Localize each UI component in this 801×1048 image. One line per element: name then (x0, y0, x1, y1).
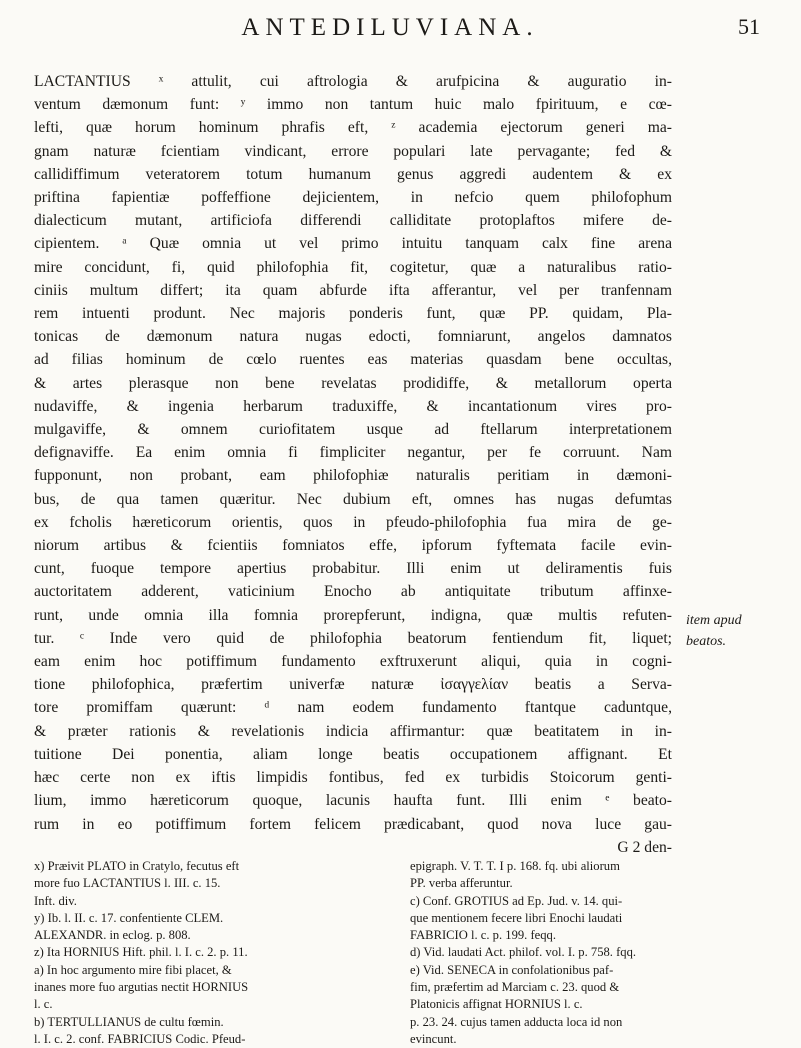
marginal-note-line: beatos. (686, 634, 727, 649)
footnote-line: b) TERTULLIANUS de cultu fœmin. (34, 1014, 224, 1029)
body-text-line: dialecticum mutant, artificiofa differendi calliditate protoplaftos mifere de- (34, 212, 672, 230)
body-text-line: & artes plerasque non bene revelatas prodidiffe, & metallorum operta (34, 374, 672, 392)
page-number: 51 (738, 14, 760, 39)
body-text-line: eam enim hoc potiffimum fundamento exftruxerunt aliqui, quia in cogni- (34, 653, 672, 671)
footnote-line: more fuo LACTANTIUS l. III. c. 15. (34, 876, 221, 891)
body-text-line: & præter rationis & revelationis indicia affirmantur: quæ beatitatem in in- (34, 722, 672, 740)
body-text-line: tuitione Dei ponentia, aliam longe beatis occupationem affignant. Et (34, 745, 672, 763)
body-text-line: rem intuenti produnt. Nec majoris ponderis funt, quæ PP. quidam, Pla- (34, 305, 672, 323)
footnote-line: z) Ita HORNIUS Hift. phil. l. I. c. 2. p. 11. (34, 945, 248, 960)
footnotes-left-column (34, 858, 388, 1048)
body-text-line: niorum artibus & fcientiis fomniatos effe, ipforum fyftemata facile evin- (34, 537, 672, 555)
body-text-line: G 2 den- (617, 838, 672, 856)
body-text-line: ciniis multum differt; ita quam abfurde ifta afferantur, vel per tranfennam (34, 281, 672, 299)
footnotes-right-column (410, 858, 764, 1048)
body-text-line: cunt, fuoque tempore apertius probabitur. Illi enim ut deliramentis fuis (34, 560, 672, 578)
running-head: ANTEDILUVIANA. (241, 14, 539, 41)
body-text-line: fupponunt, non probant, eam philofophiæ naturalis peritiam in dæmoni- (34, 467, 672, 485)
footnote-line: Platonicis affignat HORNIUS l. c. (410, 997, 583, 1012)
body-text-line: priftina fapientiæ poffeffione dejicientem, in nefcio quem philofophum (34, 189, 672, 207)
main-text (34, 70, 672, 859)
body-text-line: mulgaviffe, & omnem curiofitatem usque ad ftellarum interpretationem (34, 421, 672, 439)
body-text-line: ad filias hominum de cœlo ruentes eas materias quasdam bene occultas, (34, 351, 672, 369)
marginal-note-line: item apud (686, 613, 742, 628)
body-text-line: lium, immo hæreticorum quoque, lacunis haufta funt. Illi enim ᵉ beato- (34, 792, 672, 810)
body-text-line: lefti, quæ horum hominum phrafis eft, ᶻ academia ejectorum generi ma- (34, 119, 672, 137)
body-text-line: mire concidunt, fi, quid philofophia fit, cogitetur, quæ a naturalibus ratio- (34, 258, 672, 276)
body-text-line: LACTANTIUS ˣ attulit, cui aftrologia & arufpicina & auguratio in- (34, 73, 672, 90)
body-text-line: defignaviffe. Ea enim omnia fi fimpliciter negantur, per fe corruunt. Nam (34, 444, 672, 462)
body-text-line: cipientem. ᵃ Quæ omnia ut vel primo intuitu tanquam calx fine arena (34, 235, 672, 253)
footnote-line: PP. verba afferuntur. (410, 876, 513, 891)
body-text-line: ventum dæmonum funt: ʸ immo non tantum huic malo fpirituum, e cœ- (34, 96, 672, 114)
footnotes (34, 858, 764, 1048)
body-text-line: auctoritatem adderent, vaticinium Enocho ab antiquitate tributum affinxe- (34, 583, 672, 601)
footnote-line: l. c. (34, 997, 53, 1012)
footnote-line: epigraph. V. T. T. I p. 168. fq. ubi aliorum (410, 859, 620, 873)
footnote-line: Inft. div. (34, 893, 77, 908)
footnote-line: y) Ib. l. II. c. 17. confentiente CLEM. (34, 910, 224, 925)
body-text-line: nudaviffe, & ingenia herbarum traduxiffe, & incantationum vires pro- (34, 397, 672, 415)
body-text-line: tonicas de dæmonum natura nugas edocti, fomniarunt, angelos damnatos (34, 328, 672, 346)
footnote-line: e) Vid. SENECA in confolationibus paf- (410, 962, 614, 977)
footnote-line: ALEXANDR. in eclog. p. 808. (34, 928, 191, 943)
body-text-line: bus, de qua tamen quæritur. Nec dubium eft, omnes has nugas defumtas (34, 490, 672, 508)
footnote-line: d) Vid. laudati Act. philof. vol. I. p. 758. fqq. (410, 945, 637, 960)
body-text-line: hæc certe non ex iftis limpidis fontibus, fed ex turbidis Stoicorum genti- (34, 769, 672, 787)
body-text-line: ex fcholis hæreticorum orientis, quos in pfeudo-philofophia fua mira de ge- (34, 513, 672, 531)
body-text-line: runt, unde omnia illa fomnia prorepferunt, indigna, quæ multis refuten- (34, 606, 672, 624)
footnote-line: inanes more fuo argutias nectit HORNIUS (34, 980, 249, 995)
marginal-note (686, 610, 746, 652)
footnote-line: l. I. c. 2. conf. FABRICIUS Codic. Pfeud- (34, 1031, 246, 1046)
body-text-line: tione philofophica, præfertim univerfæ naturæ ἰσαγγελίαν beatis a Serva- (34, 676, 672, 694)
body-text-line: rum in eo potiffimum fortem felicem prædicabant, quod nova luce gau- (34, 815, 672, 833)
body-text-line: tore promiffam quærunt: ᵈ nam eodem fundamento ftantque caduntque, (34, 699, 672, 717)
footnote-line: FABRICIO l. c. p. 199. feqq. (410, 928, 556, 943)
footnote-line: p. 23. 24. cujus tamen adducta loca id non (410, 1014, 623, 1029)
footnote-line: c) Conf. GROTIUS ad Ep. Jud. v. 14. qui- (410, 893, 623, 908)
footnote-line: a) In hoc argumento mire fibi placet, & (34, 962, 232, 977)
footnote-line: evincunt. (410, 1031, 457, 1046)
body-text-line: gnam naturæ fcientiam vindicant, errore populari late pervagante; fed & (34, 142, 672, 160)
footnote-line: x) Præivit PLATO in Cratylo, fecutus eft (34, 859, 240, 873)
footnote-line: fim, præfertim ad Marciam c. 23. quod & (410, 980, 620, 995)
footnote-line: que mentionem fecere libri Enochi laudati (410, 910, 623, 925)
body-text-line: tur. ᶜ Inde vero quid de philofophia beatorum fentiendum fit, liquet; (34, 629, 672, 647)
body-text-line: callidiffimum veteratorem totum humanum genus aggredi audentem & ex (34, 165, 672, 183)
